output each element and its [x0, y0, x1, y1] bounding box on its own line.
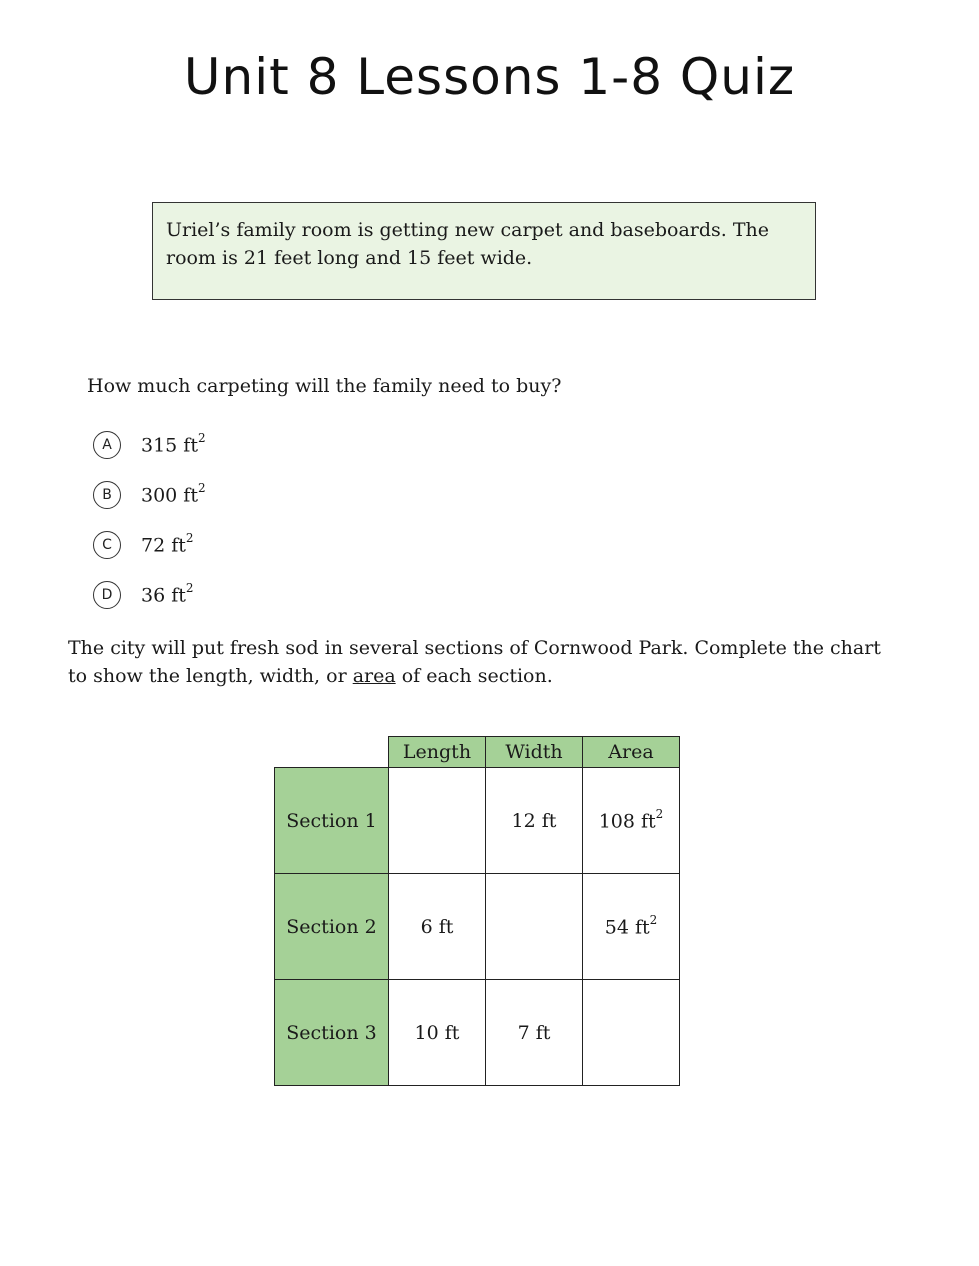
header-area: Area	[583, 737, 680, 768]
table-corner	[275, 737, 389, 768]
page-title: Unit 8 Lessons 1-8 Quiz	[183, 48, 796, 106]
section-2-length-cell: 6 ft	[389, 874, 486, 980]
header-length: Length	[389, 737, 486, 768]
section-2-width-cell[interactable]	[486, 874, 583, 980]
choice-a-text: 315 $ft^2$	[141, 431, 206, 457]
sod-table	[274, 736, 680, 1086]
scenario-line-2: room is 21 feet long and 15 feet wide.	[166, 247, 533, 269]
section-3-width-cell: 7 ft	[486, 980, 583, 1086]
area-underlined: area	[352, 665, 396, 687]
section-2-area-cell: 54 $ft^2$	[583, 874, 680, 980]
row-label-section-1: Section 1	[275, 768, 389, 874]
row-label-section-2: Section 2	[275, 874, 389, 980]
table-row	[275, 768, 680, 874]
choice-c-text: 72 $ft^2$	[141, 531, 194, 557]
section-1-width-cell: 12 ft	[486, 768, 583, 874]
choice-d-bubble[interactable]: D	[93, 581, 121, 609]
choice-d[interactable]	[93, 579, 194, 611]
header-width: Width	[486, 737, 583, 768]
table-header-row	[275, 737, 680, 768]
section-3-area-cell[interactable]	[583, 980, 680, 1086]
sod-instructions	[68, 634, 908, 690]
choice-d-text: 36 $ft^2$	[141, 581, 194, 607]
choice-c-bubble[interactable]: C	[93, 531, 121, 559]
table-row	[275, 874, 680, 980]
section-1-length-cell[interactable]	[389, 768, 486, 874]
choice-a[interactable]	[93, 429, 206, 461]
choice-a-bubble[interactable]: A	[93, 431, 121, 459]
choice-b-bubble[interactable]: B	[93, 481, 121, 509]
scenario-box	[152, 202, 816, 300]
table-row	[275, 980, 680, 1086]
row-label-section-3: Section 3	[275, 980, 389, 1086]
instructions-line-1: The city will put fresh sod in several sections of Cornwood Park. Complete the chart	[68, 637, 881, 659]
choice-c[interactable]	[93, 529, 194, 561]
choice-b-text: 300 $ft^2$	[141, 481, 206, 507]
instructions-line-2: to show the length, width, or area of each section.	[68, 665, 553, 687]
choice-b[interactable]	[93, 479, 206, 511]
scenario-line-1: Uriel’s family room is getting new carpet and baseboards. The	[166, 219, 770, 241]
section-1-area-cell: 108 $ft^2$	[583, 768, 680, 874]
section-3-length-cell: 10 ft	[389, 980, 486, 1086]
question-text: How much carpeting will the family need to buy?	[87, 375, 562, 397]
sod-chart	[274, 736, 680, 1086]
